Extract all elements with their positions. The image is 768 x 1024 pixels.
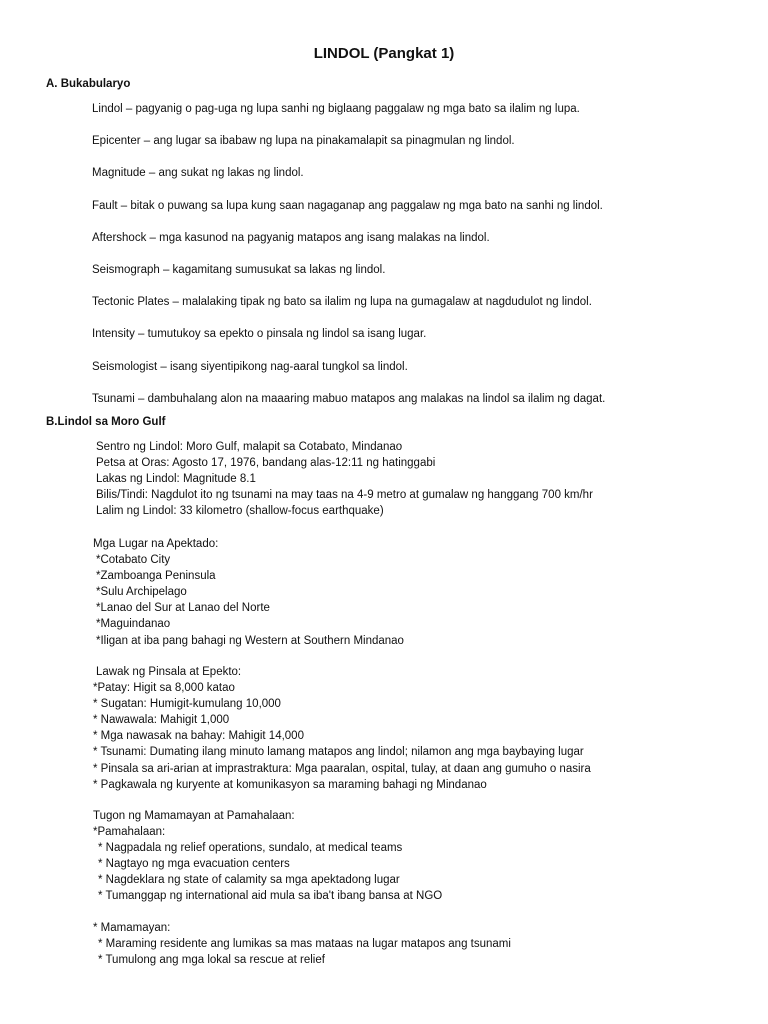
area-item: *Iligan at iba pang bahagi ng Western at Southern Mindanao — [96, 634, 404, 647]
citizens-item: * Maraming residente ang lumikas sa mas mataas na lugar matapos ang tsunami — [98, 938, 511, 951]
damage-item: * Pinsala sa ari-arian at imprastraktura: Mga paaralan, ospital, tulay, at daan ang gumuho o nasira — [93, 762, 591, 775]
vocab-item: Seismograph – kagamitang sumusukat sa lakas ng lindol. — [92, 263, 386, 276]
affected-areas-title: Mga Lugar na Apektado: — [93, 538, 219, 550]
affected-areas — [93, 536, 733, 649]
vocab-item: Epicenter – ang lugar sa ibabaw ng lupa na pinakamalapit sa pinagmulan ng lindol. — [92, 135, 515, 148]
vocabulary-list — [92, 101, 732, 423]
damage-effects — [93, 664, 733, 793]
citizens-section — [93, 920, 733, 968]
vocab-item: Fault – bitak o puwang sa lupa kung saan nagaganap ang paggalaw ng mga bato na sanhi ng lindol. — [92, 199, 603, 212]
vocab-item: Magnitude – ang sukat ng lakas ng lindol. — [92, 167, 304, 180]
fact-line: Lalim ng Lindol: 33 kilometro (shallow-focus earthquake) — [96, 505, 384, 518]
damage-item: * Tsunami: Dumating ilang minuto lamang matapos ang lindol; nilamon ang mga baybaying lugar — [93, 746, 584, 759]
area-item: *Cotabato City — [96, 554, 171, 567]
damage-item: * Sugatan: Humigit-kumulang 10,000 — [93, 698, 281, 711]
fact-line: Bilis/Tindi: Nagdulot ito ng tsunami na may taas na 4-9 metro at gumalaw ng hanggang 700 km/hr — [96, 489, 593, 502]
area-item: *Sulu Archipelago — [96, 586, 187, 599]
page-title: LINDOL (Pangkat 1) — [313, 45, 455, 62]
response-section — [93, 808, 733, 905]
vocab-item: Tsunami – dambuhalang alon na maaaring mabuo matapos ang malakas na lindol sa ilalim ng dagat. — [92, 392, 606, 405]
government-item: * Nagtayo ng mga evacuation centers — [98, 858, 290, 871]
vocab-item: Aftershock – mga kasunod na pagyanig matapos ang isang malakas na lindol. — [92, 231, 490, 244]
vocab-item: Lindol – pagyanig o pag-uga ng lupa sanhi ng biglaang paggalaw ng mga bato sa ilalim ng lupa. — [92, 103, 580, 115]
fact-line: Sentro ng Lindol: Moro Gulf, malapit sa Cotabato, Mindanao — [96, 441, 403, 453]
area-item: *Zamboanga Peninsula — [96, 570, 216, 583]
vocab-item: Seismologist – isang siyentipikong nag-aaral tungkol sa lindol. — [92, 360, 408, 373]
damage-title: Lawak ng Pinsala at Epekto: — [96, 666, 242, 678]
fact-line: Petsa at Oras: Agosto 17, 1976, bandang alas-12:11 ng hatinggabi — [96, 457, 436, 470]
citizens-item: * Tumulong ang mga lokal sa rescue at relief — [98, 954, 325, 967]
government-item: * Nagpadala ng relief operations, sundalo, at medical teams — [98, 842, 403, 855]
response-title: Tugon ng Mamamayan at Pamahalaan: — [93, 810, 295, 822]
vocab-item: Intensity – tumutukoy sa epekto o pinsala ng lindol sa isang lugar. — [92, 328, 427, 341]
government-item: * Nagdeklara ng state of calamity sa mga apektadong lugar — [98, 874, 400, 887]
earthquake-facts — [93, 439, 733, 519]
damage-item: * Pagkawala ng kuryente at komunikasyon sa maraming bahagi ng Mindanao — [93, 778, 487, 791]
area-item: *Lanao del Sur at Lanao del Norte — [96, 602, 270, 615]
damage-item: * Nawawala: Mahigit 1,000 — [93, 714, 230, 727]
government-title: *Pamahalaan: — [93, 826, 166, 839]
vocab-item: Tectonic Plates – malalaking tipak ng bato sa ilalim ng lupa na gumagalaw at nagdudulot ng lindol. — [92, 296, 592, 309]
citizens-title: * Mamamayan: — [93, 922, 171, 934]
government-item: * Tumanggap ng international aid mula sa iba't ibang bansa at NGO — [98, 890, 443, 903]
area-item: *Maguindanao — [96, 618, 171, 631]
damage-item: * Mga nawasak na bahay: Mahigit 14,000 — [93, 730, 304, 743]
section-a-heading: A. Bukabularyo — [46, 78, 131, 90]
section-b-heading: B.Lindol sa Moro Gulf — [46, 416, 166, 428]
damage-item: *Patay: Higit sa 8,000 katao — [93, 682, 235, 695]
fact-line: Lakas ng Lindol: Magnitude 8.1 — [96, 473, 256, 486]
